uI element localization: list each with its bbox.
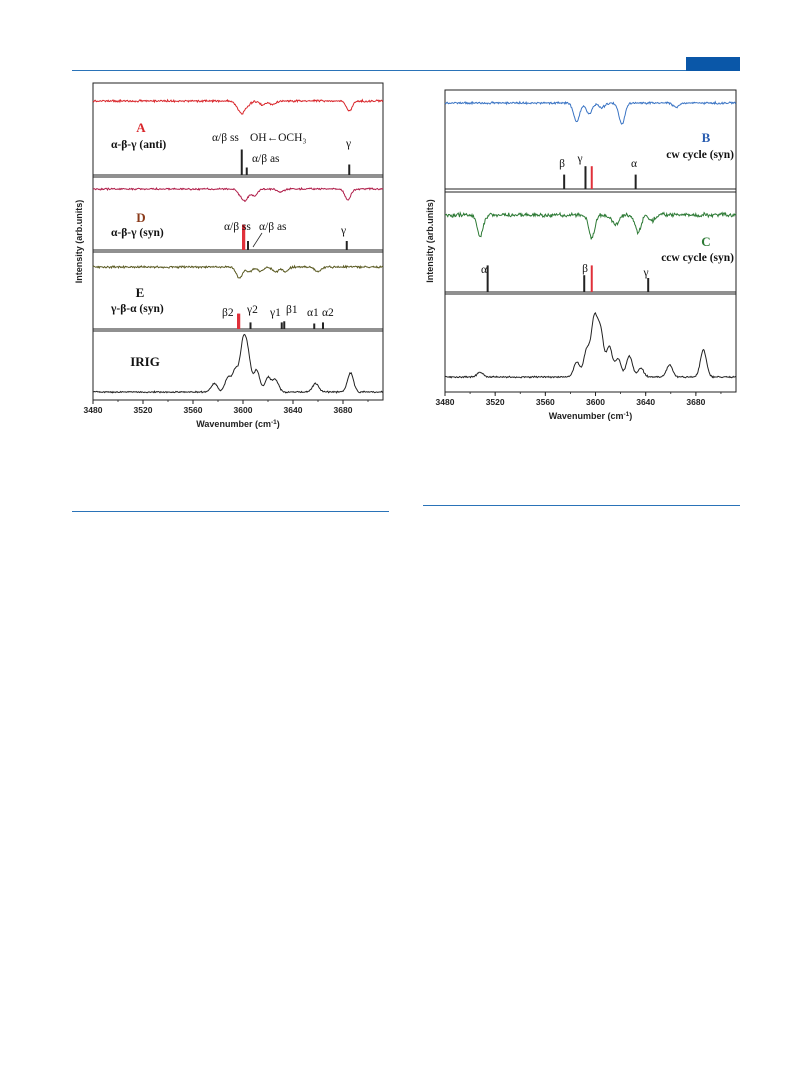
stick-label-B: γ xyxy=(577,153,583,165)
y-axis-label: Intensity (arb.units) xyxy=(425,199,435,283)
right-chart xyxy=(425,90,736,421)
x-tick-label: 3480 xyxy=(83,405,103,415)
x-tick-label: 3680 xyxy=(333,405,353,415)
x-tick-label: 3560 xyxy=(535,397,555,407)
label-leader xyxy=(253,233,262,247)
series-trace-IRIG xyxy=(445,313,736,378)
stick-label-E: β1 xyxy=(286,304,298,316)
panel-subtitle-E: γ-β-α (syn) xyxy=(111,303,164,315)
panel-name-B: B xyxy=(701,130,711,145)
stick-label-D: α/β ss xyxy=(224,221,251,233)
left-chart xyxy=(74,83,383,429)
stick-label-E: γ1 xyxy=(270,307,281,319)
panel-subtitle-D: α-β-γ (syn) xyxy=(111,227,164,239)
panel-name-D: D xyxy=(136,210,146,225)
stick-label-C: γ xyxy=(643,267,649,279)
x-axis-label: Wavenumber $(cm^{-1})$ xyxy=(548,410,633,421)
stick-label-C: β xyxy=(582,263,588,275)
x-tick-label: 3520 xyxy=(133,405,153,415)
x-tick-label: 3640 xyxy=(283,405,303,415)
stick-label-E: α2 xyxy=(322,307,334,319)
x-tick-label: 3520 xyxy=(485,397,505,407)
x-tick-label: 3480 xyxy=(435,397,455,407)
x-tick-label: 3600 xyxy=(586,397,605,407)
stick-label-B: α xyxy=(630,158,638,170)
x-tick-label: 3600 xyxy=(233,405,253,415)
x-axis-label: Wavenumber $(cm^{-1})$ xyxy=(196,418,280,429)
panel-subtitle-C: ccw cycle (syn) xyxy=(661,252,734,264)
series-trace-C xyxy=(445,213,736,240)
series-trace-B xyxy=(445,102,736,124)
stick-label-A: α/β ss xyxy=(212,132,239,144)
x-tick-label: 3560 xyxy=(183,405,203,415)
series-trace-D xyxy=(93,188,383,201)
panel-subtitle-A: α-β-γ (anti) xyxy=(111,139,167,151)
x-tick-label: 3680 xyxy=(686,397,706,407)
panel-name-C: C xyxy=(701,234,711,249)
series-trace-E xyxy=(93,266,383,278)
stick-label-A: γ xyxy=(346,138,352,150)
stick-label-E: α1 xyxy=(307,307,319,319)
panel-name-IRIG: IRIG xyxy=(130,354,160,369)
stick-label-D: γ xyxy=(341,225,347,237)
stick-label-D: α/β as xyxy=(259,221,287,233)
panel-subtitle-B: cw cycle (syn) xyxy=(666,149,734,161)
y-axis-label: Intensity (arb.units) xyxy=(74,199,84,284)
stick-label-A: OH←OCH₃ xyxy=(250,132,307,144)
stick-label-E: γ2 xyxy=(247,304,258,316)
stick-label-A: α/β as xyxy=(252,153,280,165)
plot-frame xyxy=(445,90,736,392)
x-tick-label: 3640 xyxy=(636,397,656,407)
panel-name-A: A xyxy=(136,120,146,135)
stick-label-E: β2 xyxy=(222,307,234,319)
series-trace-A xyxy=(93,100,383,114)
stick-label-C: α xyxy=(480,264,488,276)
panel-name-E: E xyxy=(135,285,145,300)
stick-label-B: β xyxy=(559,158,565,170)
